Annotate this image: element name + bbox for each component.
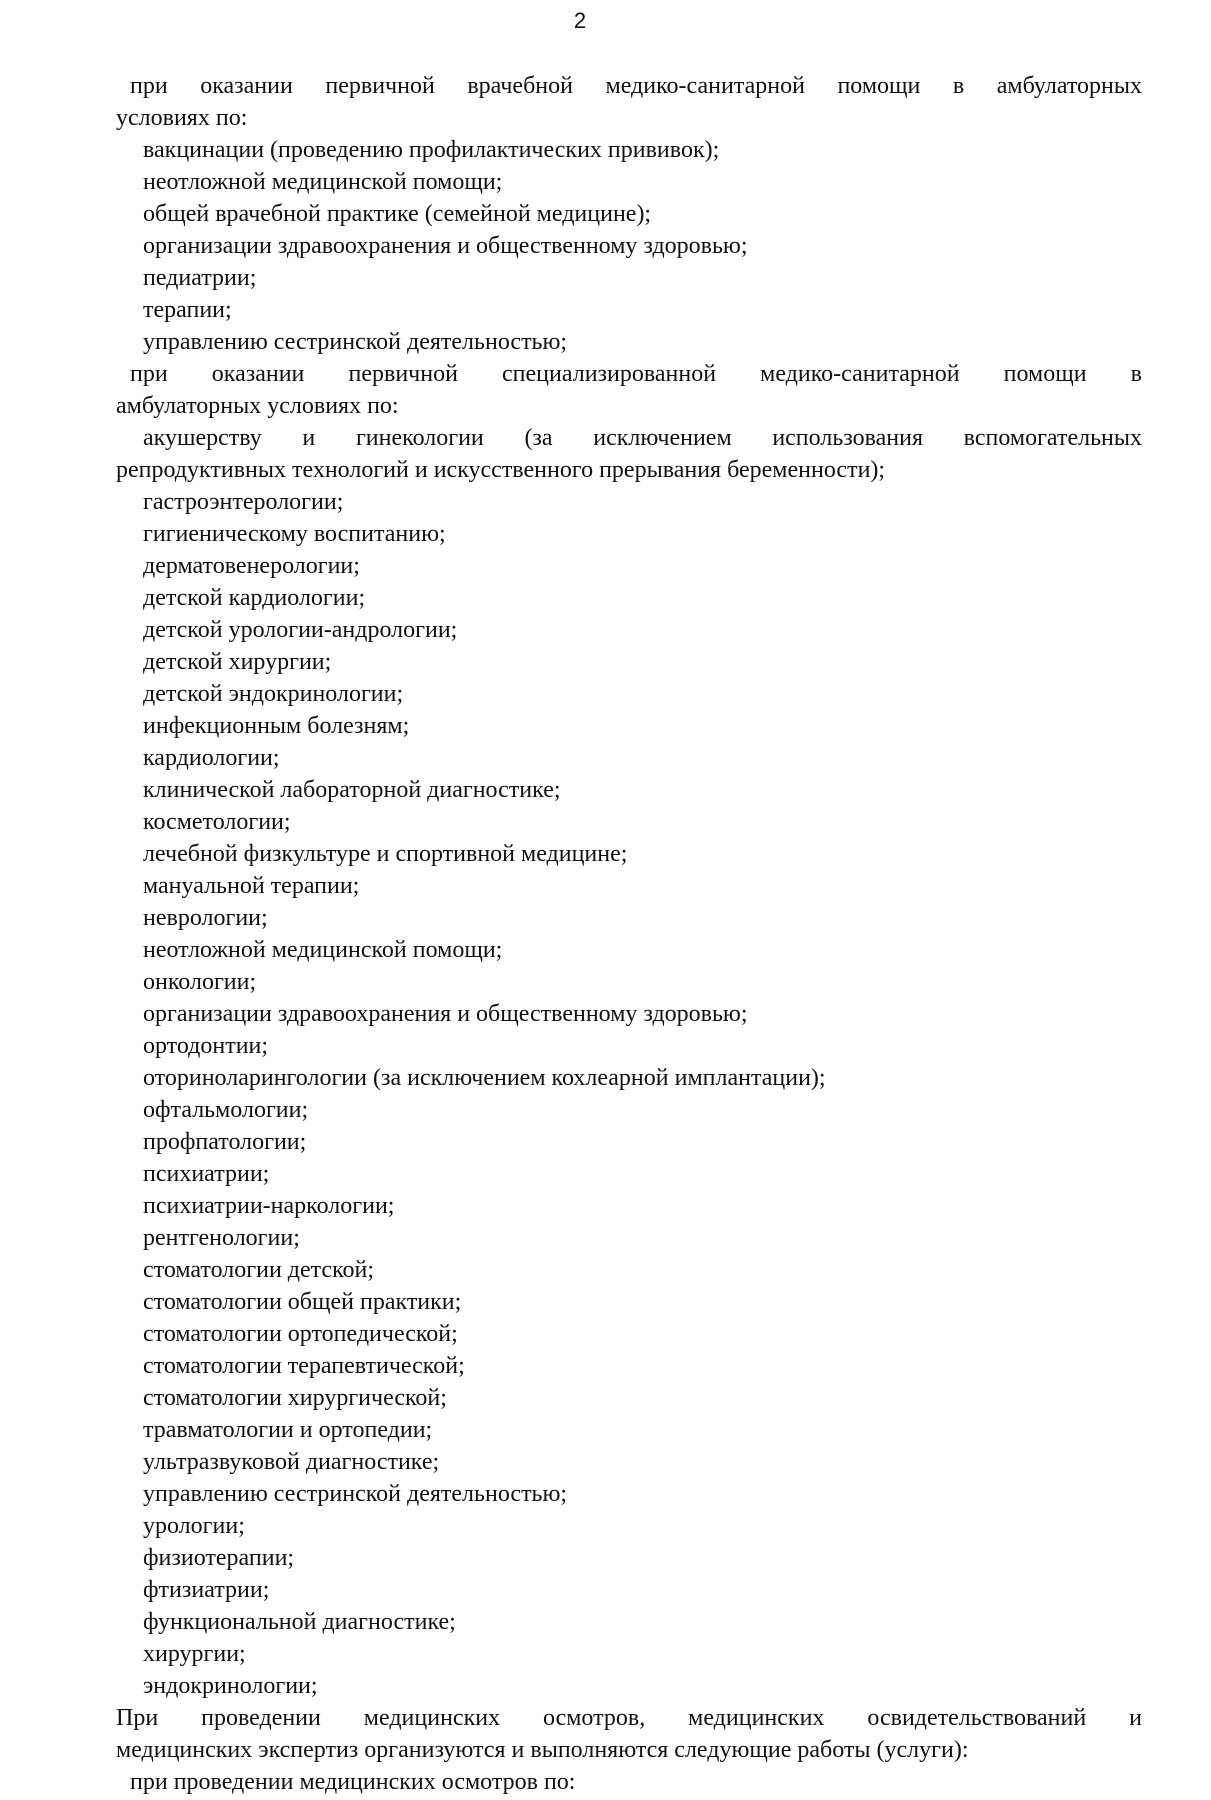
list-item: ультразвуковой диагностике; — [143, 1449, 440, 1475]
specialized-care-list — [116, 486, 1142, 1702]
list-item: психиатрии; — [143, 1161, 270, 1187]
paragraph-exams-sub: при проведении медицинских осмотров по: — [130, 1769, 576, 1795]
list-item: лечебной физкультуре и спортивной медицине; — [143, 841, 628, 867]
list-item: детской эндокринологии; — [143, 681, 404, 707]
list-item: урологии; — [143, 1513, 245, 1539]
list-item: профпатологии; — [143, 1129, 307, 1155]
document-body — [116, 70, 1142, 1798]
list-item: педиатрии; — [143, 265, 257, 291]
list-item: оториноларингологии (за исключением кохлеарной имплантации); — [143, 1065, 826, 1091]
list-item: неотложной медицинской помощи; — [143, 937, 503, 963]
paragraph-primary-care-line1: при оказании первичной врачебной медико-санитарной помощи в амбулаторных — [130, 73, 1142, 99]
list-item: гастроэнтерологии; — [143, 489, 344, 515]
list-item: клинической лабораторной диагностике; — [143, 777, 561, 803]
list-item: психиатрии-наркологии; — [143, 1193, 395, 1219]
list-item: мануальной терапии; — [143, 873, 360, 899]
list-item: хирургии; — [143, 1641, 246, 1667]
paragraph-specialized-care-line1: при оказании первичной специализированной медико-санитарной помощи в — [130, 361, 1142, 387]
list-item: физиотерапии; — [143, 1545, 295, 1571]
list-item: фтизиатрии; — [143, 1577, 270, 1603]
list-item: неотложной медицинской помощи; — [143, 169, 503, 195]
paragraph-exams-line1: При проведении медицинских осмотров, медицинских освидетельствований и — [116, 1705, 1142, 1731]
page-number: 2 — [573, 8, 587, 33]
list-item: управлению сестринской деятельностью; — [143, 1481, 568, 1507]
list-item: инфекционным болезням; — [143, 713, 410, 739]
list-item: стоматологии терапевтической; — [143, 1353, 465, 1379]
list-item: детской урологии-андрологии; — [143, 617, 458, 643]
list-item: стоматологии хирургической; — [143, 1385, 447, 1411]
list-item: стоматологии детской; — [143, 1257, 375, 1283]
list-item: организации здравоохранения и общественному здоровью; — [143, 1001, 748, 1027]
list-item: детской кардиологии; — [143, 585, 366, 611]
list-item: общей врачебной практике (семейной медицине); — [143, 201, 652, 227]
list-item: терапии; — [143, 297, 232, 323]
primary-care-list — [116, 134, 1142, 358]
list-item: эндокринологии; — [143, 1673, 318, 1699]
paragraph-specialized-care-line2: амбулаторных условиях по: — [116, 393, 399, 419]
list-item: неврологии; — [143, 905, 268, 931]
list-item: гигиеническому воспитанию; — [143, 521, 446, 547]
list-item: детской хирургии; — [143, 649, 332, 675]
list-item: вакцинации (проведению профилактических прививок); — [143, 137, 720, 163]
list-item: косметологии; — [143, 809, 291, 835]
list-item: ортодонтии; — [143, 1033, 269, 1059]
paragraph-primary-care-line2: условиях по: — [116, 105, 248, 131]
list-item: организации здравоохранения и общественному здоровью; — [143, 233, 748, 259]
list-item: функциональной диагностике; — [143, 1609, 456, 1635]
list-item: стоматологии ортопедической; — [143, 1321, 458, 1347]
list-item: стоматологии общей практики; — [143, 1289, 462, 1315]
list-item-obstetrics-line1: акушерству и гинекологии (за исключением использования вспомогательных — [143, 425, 1142, 451]
list-item: кардиологии; — [143, 745, 280, 771]
list-item: управлению сестринской деятельностью; — [143, 329, 568, 355]
list-item: онкологии; — [143, 969, 257, 995]
list-item: травматологии и ортопедии; — [143, 1417, 433, 1443]
paragraph-exams-line2: медицинских экспертиз организуются и выполняются следующие работы (услуги): — [116, 1737, 969, 1763]
list-item-obstetrics-line2: репродуктивных технологий и искусственного прерывания беременности); — [116, 457, 886, 483]
list-item: дерматовенерологии; — [143, 553, 360, 579]
list-item: офтальмологии; — [143, 1097, 309, 1123]
list-item: рентгенологии; — [143, 1225, 300, 1251]
